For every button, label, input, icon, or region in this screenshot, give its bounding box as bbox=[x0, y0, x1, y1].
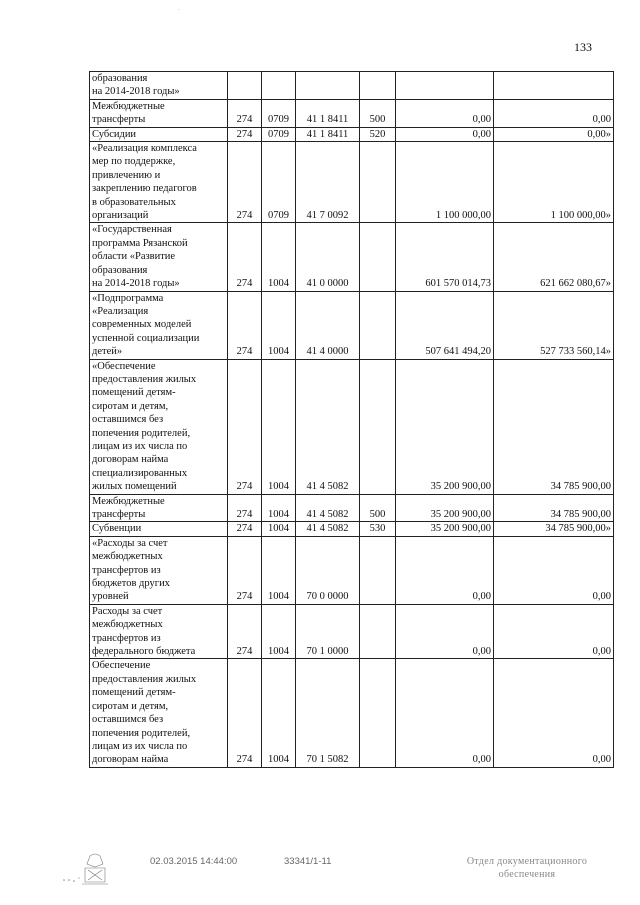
cell-amount-2015: 0,00 bbox=[396, 659, 494, 767]
table-row bbox=[90, 604, 614, 659]
cell-amount-2016: 527 733 560,14» bbox=[494, 291, 614, 359]
page-number: 133 bbox=[574, 40, 592, 54]
cell-expense-type bbox=[360, 359, 396, 494]
cell-target-article bbox=[296, 72, 360, 100]
cell-target-article: 70 1 0000 bbox=[296, 604, 360, 659]
cell-name: «Обеспечение предоставления жилых помещений детям- сиротам и детям, оставшимся без попечения родителей, лицам из их числа по договорам найма специализированных жилых помещений bbox=[90, 359, 228, 494]
cell-amount-2015: 0,00 bbox=[396, 127, 494, 141]
cell-amount-2015: 35 200 900,00 bbox=[396, 522, 494, 536]
cell-expense-type bbox=[360, 604, 396, 659]
cell-amount-2016: 0,00 bbox=[494, 99, 614, 127]
cell-ved bbox=[228, 72, 262, 100]
scan-speck: · bbox=[178, 6, 181, 14]
cell-ved: 274 bbox=[228, 99, 262, 127]
cell-name: Межбюджетные трансферты bbox=[90, 494, 228, 522]
cell-amount-2015 bbox=[396, 72, 494, 100]
cell-name: «Реализация комплекса мер по поддержке, привлечению и закреплению педагогов в образовательных организаций bbox=[90, 142, 228, 223]
cell-name: Обеспечение предоставления жилых помещений детям- сиротам и детям, оставшимся без попечения родителей, лицам из их числа по договорам найма bbox=[90, 659, 228, 767]
cell-amount-2015: 1 100 000,00 bbox=[396, 142, 494, 223]
table-row bbox=[90, 494, 614, 522]
cell-expense-type bbox=[360, 72, 396, 100]
stamp-line-1: Отдел документационного bbox=[466, 856, 588, 867]
cell-target-article: 41 4 5082 bbox=[296, 494, 360, 522]
table-row bbox=[90, 99, 614, 127]
department-stamp bbox=[452, 855, 602, 881]
cell-expense-type bbox=[360, 659, 396, 767]
cell-amount-2016: 621 662 080,67» bbox=[494, 223, 614, 291]
table-row bbox=[90, 127, 614, 141]
cell-amount-2016: 0,00» bbox=[494, 127, 614, 141]
cell-expense-type: 520 bbox=[360, 127, 396, 141]
table-row bbox=[90, 142, 614, 223]
cell-name: образования на 2014-2018 годы» bbox=[90, 72, 228, 100]
cell-amount-2016: 1 100 000,00» bbox=[494, 142, 614, 223]
cell-amount-2016: 34 785 900,00 bbox=[494, 494, 614, 522]
cell-amount-2015: 0,00 bbox=[396, 604, 494, 659]
footer-doc-code: 33341/1-11 bbox=[284, 856, 332, 867]
table-row bbox=[90, 522, 614, 536]
cell-amount-2016 bbox=[494, 72, 614, 100]
cell-expense-type: 500 bbox=[360, 99, 396, 127]
cell-amount-2015: 601 570 014,73 bbox=[396, 223, 494, 291]
cell-expense-type bbox=[360, 142, 396, 223]
cell-expense-type bbox=[360, 291, 396, 359]
cell-name: «Государственная программа Рязанской области «Развитие образования на 2014-2018 годы» bbox=[90, 223, 228, 291]
cell-section: 1004 bbox=[262, 604, 296, 659]
footer-timestamp: 02.03.2015 14:44:00 bbox=[150, 856, 238, 867]
cell-amount-2016: 34 785 900,00 bbox=[494, 359, 614, 494]
cell-section: 1004 bbox=[262, 359, 296, 494]
cell-name: Межбюджетные трансферты bbox=[90, 99, 228, 127]
cell-ved: 274 bbox=[228, 536, 262, 604]
cell-amount-2015: 0,00 bbox=[396, 536, 494, 604]
cell-section: 0709 bbox=[262, 99, 296, 127]
cell-target-article: 41 0 0000 bbox=[296, 223, 360, 291]
table-row bbox=[90, 72, 614, 100]
table-row bbox=[90, 291, 614, 359]
cell-expense-type: 530 bbox=[360, 522, 396, 536]
cell-name: «Расходы за счет межбюджетных трансфертов из бюджетов других уровней bbox=[90, 536, 228, 604]
cell-ved: 274 bbox=[228, 604, 262, 659]
cell-ved: 274 bbox=[228, 359, 262, 494]
cell-target-article: 41 4 5082 bbox=[296, 522, 360, 536]
cell-name: Субсидии bbox=[90, 127, 228, 141]
cell-section: 1004 bbox=[262, 494, 296, 522]
cell-expense-type: 500 bbox=[360, 494, 396, 522]
cell-target-article: 41 4 0000 bbox=[296, 291, 360, 359]
cell-expense-type bbox=[360, 536, 396, 604]
table-row bbox=[90, 359, 614, 494]
cell-amount-2015: 35 200 900,00 bbox=[396, 359, 494, 494]
stamp-line-2: обеспечения bbox=[498, 869, 556, 880]
cell-target-article: 70 1 5082 bbox=[296, 659, 360, 767]
cell-ved: 274 bbox=[228, 291, 262, 359]
cell-amount-2015: 0,00 bbox=[396, 99, 494, 127]
table-row bbox=[90, 659, 614, 767]
table-row bbox=[90, 536, 614, 604]
cell-ved: 274 bbox=[228, 522, 262, 536]
cell-target-article: 41 1 8411 bbox=[296, 127, 360, 141]
cell-ved: 274 bbox=[228, 142, 262, 223]
budget-table bbox=[89, 71, 614, 768]
cell-target-article: 41 4 5082 bbox=[296, 359, 360, 494]
cell-section: 1004 bbox=[262, 659, 296, 767]
cell-section: 0709 bbox=[262, 127, 296, 141]
cell-amount-2015: 507 641 494,20 bbox=[396, 291, 494, 359]
cell-target-article: 70 0 0000 bbox=[296, 536, 360, 604]
cell-amount-2016: 0,00 bbox=[494, 604, 614, 659]
cell-section: 0709 bbox=[262, 142, 296, 223]
cell-ved: 274 bbox=[228, 223, 262, 291]
cell-section: 1004 bbox=[262, 536, 296, 604]
table-row bbox=[90, 223, 614, 291]
cell-section: 1004 bbox=[262, 522, 296, 536]
cell-amount-2016: 0,00 bbox=[494, 536, 614, 604]
cell-target-article: 41 1 8411 bbox=[296, 99, 360, 127]
cell-ved: 274 bbox=[228, 659, 262, 767]
cell-amount-2016: 0,00 bbox=[494, 659, 614, 767]
cell-name: Расходы за счет межбюджетных трансфертов из федерального бюджета bbox=[90, 604, 228, 659]
cell-section: 1004 bbox=[262, 223, 296, 291]
cell-target-article: 41 7 0092 bbox=[296, 142, 360, 223]
coat-of-arms-emblem bbox=[60, 850, 130, 890]
cell-name: Субвенции bbox=[90, 522, 228, 536]
cell-ved: 274 bbox=[228, 494, 262, 522]
cell-expense-type bbox=[360, 223, 396, 291]
cell-name: «Подпрограмма «Реализация современных моделей успенной социализации детей» bbox=[90, 291, 228, 359]
cell-amount-2016: 34 785 900,00» bbox=[494, 522, 614, 536]
cell-section: 1004 bbox=[262, 291, 296, 359]
cell-section bbox=[262, 72, 296, 100]
cell-amount-2015: 35 200 900,00 bbox=[396, 494, 494, 522]
cell-ved: 274 bbox=[228, 127, 262, 141]
